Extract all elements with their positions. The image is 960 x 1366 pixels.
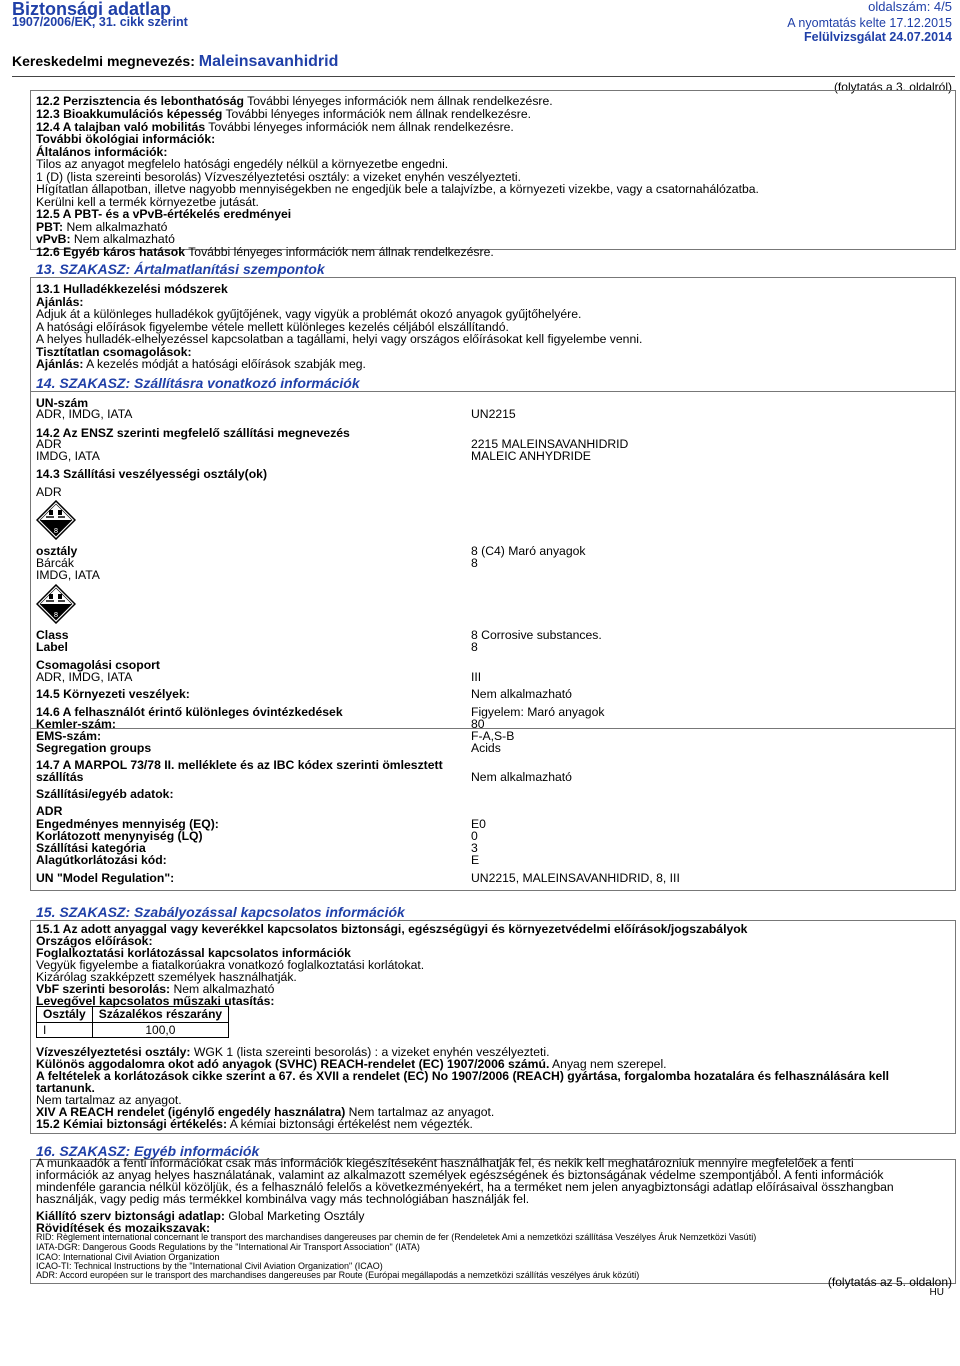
s14-ems-label: EMS-szám: [36, 729, 102, 743]
table-header: Osztály [37, 1007, 93, 1023]
s16-abbr-rid: RID: Règlement international concernant le transport des marchandises dangereuses par chemin de fer (Rendeletek Ami a nemzetközi szállítása Veszélyes Áruk Nemzetközi Vasúti) [36, 1232, 757, 1242]
s14-adr-2: ADR [36, 485, 62, 499]
s14-lq-label: Korlátozott menynyiség (LQ) [36, 829, 203, 843]
document-title: Biztonsági adatlap [12, 0, 172, 19]
pictogram-number: 8 [53, 527, 59, 535]
s14-other-label: Szállítási/egyéb adatok: [36, 787, 174, 801]
continued-to: (folytatás az 5. oldalon) [827, 1275, 952, 1289]
s14-pg-modes: ADR, IMDG, IATA [36, 670, 133, 684]
s13-uncleaned-packaging: Tisztítatlan csomagolások: [36, 345, 192, 359]
s15-national: Országos előírások: [36, 934, 153, 948]
s14-seg-val: Acids [471, 741, 501, 755]
s14-osztaly-val: 8 (C4) Maró anyagok [471, 544, 586, 558]
corrosive-pictogram-icon [36, 584, 76, 624]
s12-text-1: Tilos az anyagot megfelelo hatósági engedély nélkül a környezetbe engedni. [36, 157, 449, 171]
s14-marpol-label-1: 14.7 A MARPOL 73/78 II. melléklete és az IBC kódex szerinti ömlesztett [36, 758, 443, 772]
s14-adr-3: ADR [36, 804, 63, 818]
s14-cat-label: Szállítási kategória [36, 841, 146, 855]
s14-env-label: 14.5 Környezeti veszélyek: [36, 687, 190, 701]
s12-text-4: Kerülni kell a termék környezetbe jutását. [36, 195, 259, 209]
s14-adr: ADR [36, 437, 62, 451]
s14-tunnel-label: Alagútkorlátozási kód: [36, 853, 167, 867]
s16-abbr-label: Rövidítések és mozaikszavak: [36, 1221, 211, 1235]
s14-imdg-iata: IMDG, IATA [36, 449, 100, 463]
s16-abbr-iata: IATA-DGR: Dangerous Goods Regulations by the "International Air Transport Association" (IATA) [36, 1242, 420, 1252]
s14-cat-val: 3 [471, 841, 478, 855]
s13-recommendation-label: Ajánlás: [36, 295, 84, 309]
s15-restrictions-1: A feltételek a korlátozások cikke szerint a 67. és XVII a rendelet (EC) No 1907/2006 (REACH) gyártása, forgalomba hozatalára és felhasználására kell [36, 1069, 890, 1083]
section-15-title: 15. SZAKASZ: Szabályozással kapcsolatos információk [36, 904, 405, 920]
s12-text-3: Hígítatlan állapotban, illetve nagyobb mennyiségekben ne engedjük bele a talajvízbe, a környezeti vizekbe, vagy a csatornahálózatba. [36, 182, 759, 196]
s14-un-label: UN-szám [36, 396, 89, 410]
s12-further-eco-info: További ökológiai információk: [36, 132, 216, 146]
revision-date: Felülvizsgálat 24.07.2014 [803, 30, 952, 44]
s14-pg-val: III [471, 670, 482, 684]
s14-label-val: 8 [471, 640, 478, 654]
corrosive-pictogram-icon [36, 500, 76, 540]
s16-abbr-adr: ADR: Accord européen sur le transport des marchandises dangereuses par Route (Európai megállapodás a nemzetközi szállítás veszélyes áruk közúti) [36, 1270, 640, 1280]
s15-regulations: 15.1 Az adott anyaggal vagy keverékkel kapcsolatos biztonsági, egészségügyi és környezetvédelmi előírások/jogszabályok [36, 922, 748, 936]
s15-chemical-safety: 15.2 Kémiai biztonsági értékelés: A kémiai biztonsági értékelést nem végezték. [36, 1117, 473, 1131]
s14-barcak-val: 8 [471, 556, 478, 570]
s15-reach-xiv: XIV A REACH rendelet (igénylő engedély használatra) Nem tartalmaz az anyagot. [36, 1105, 495, 1119]
trade-name: Maleinsavanhidrid [198, 53, 339, 70]
table-cell: I [37, 1022, 93, 1038]
s15-text-1: Vegyük figyelembe a fiatalkorúakra vonatkozó foglalkoztatási korlátokat. [36, 958, 425, 972]
pictogram-number: 8 [53, 611, 59, 619]
s12-other-effects: 12.6 Egyéb káros hatások További lényeges információk nem állnak rendelkezésre. [36, 245, 494, 259]
s13-text-2: A hatósági előírások figyelembe vétele mellett különleges kezelés céljából elszállítandó. [36, 320, 509, 334]
section-16-title: 16. SZAKASZ: Egyéb információk [36, 1143, 260, 1159]
s14-tunnel-val: E [471, 853, 480, 867]
s14-ems-val: F-A,S-B [471, 729, 515, 743]
s16-para-1: A munkaadók a fenti információkat csak más információk kiegészítéseként használhatják fel, és nekik kell meghatározniuk mennyire megfelelőek a fenti [36, 1156, 854, 1170]
s14-label: Label [36, 640, 68, 654]
s14-adr-name: 2215 MALEINSAVANHIDRID [471, 437, 629, 451]
page-number: oldalszám: 4/5 [868, 0, 952, 14]
s14-kemler-label: Kemler-szám: [36, 717, 116, 731]
section-14-title: 14. SZAKASZ: Szállításra vonatkozó információk [36, 375, 360, 391]
table-row [37, 1022, 229, 1038]
s12-general-info: Általános információk: [36, 145, 168, 159]
s12-mobility: 12.4 A talajban való mobilitás További lényeges információk nem állnak rendelkezésre. [36, 120, 514, 134]
s13-methods: 13.1 Hulladékkezelési módszerek [36, 282, 228, 296]
s13-text-3: A helyes hulladék-elhelyezéssel kapcsolatban a tagállami, helyi vagy országos előírásokat kell figyelembe venni. [36, 332, 643, 346]
s14-seg-label: Segregation groups [36, 741, 152, 755]
s12-pbt: PBT: Nem alkalmazható [36, 220, 168, 234]
s12-persistence: 12.2 Perzisztencia és lebonthatóság További lényeges információk nem állnak rendelkezésre. [36, 94, 553, 108]
s14-model-val: UN2215, MALEINSAVANHIDRID, 8, III [471, 871, 680, 885]
table-cell: 100,0 [92, 1022, 228, 1038]
s14-eq-label: Engedményes mennyiség (EQ): [36, 817, 219, 831]
language-code: HU [929, 1287, 944, 1298]
s15-text-2: Kizárólag szakképzett személyek használhatják. [36, 970, 297, 984]
s14-kemler-val: 80 [471, 717, 485, 731]
continued-from: (folytatás a 3. oldalról) [833, 80, 952, 94]
s12-vpvb: vPvB: Nem alkalmazható [36, 232, 175, 246]
s14-precaution-val: Figyelem: Maró anyagok [471, 705, 605, 719]
s14-packing-group-label: Csomagolási csoport [36, 658, 160, 672]
table-header-row [37, 1007, 229, 1023]
s14-env-val: Nem alkalmazható [471, 687, 572, 701]
s12-text-2: 1 (D) (lista szereinti besorolás) Vízveszélyeztetési osztály: a vizeket enyhén veszélyezteti. [36, 170, 521, 184]
print-date: A nyomtatás kelte 17.12.2015 [787, 16, 952, 30]
s15-svhc: Különös aggodalomra okot adó anyagok (SVHC) REACH-rendelet (EC) 1907/2006 számú. Anyag nem szerepel. [36, 1057, 667, 1071]
s16-abbr-icao: ICAO: International Civil Aviation Organization [36, 1252, 220, 1262]
s12-pbt-heading: 12.5 A PBT- és a vPvB-értékelés eredményei [36, 207, 292, 221]
s14-un-modes: ADR, IMDG, IATA [36, 407, 133, 421]
s14-barcak: Bárcák [36, 556, 74, 570]
s14-lq-val: 0 [471, 829, 478, 843]
s14-imdg-name: MALEIC ANHYDRIDE [471, 449, 591, 463]
s15-restrictions-2: tartanunk. [36, 1081, 95, 1095]
section-13-title: 13. SZAKASZ: Ártalmatlanítási szempontok [36, 261, 325, 277]
s14-un-value: UN2215 [471, 407, 516, 421]
s16-para-4: használják, vagy pedig más termékkel kombinálva vagy más technológiában használják fel. [36, 1192, 530, 1206]
s14-class-label: 14.3 Szállítási veszélyességi osztály(ok) [36, 467, 268, 481]
s15-wgk: Vízveszélyeztetési osztály: WGK 1 (lista szereinti besorolás) : a vizeket enyhén veszélyezteti. [36, 1045, 550, 1059]
s14-osztaly: osztály [36, 544, 78, 558]
trade-name-label: Kereskedelmi megnevezés: [12, 53, 195, 69]
s15-not-contained: Nem tartalmaz az anyagot. [36, 1093, 182, 1107]
regulation-reference: 1907/2006/EK, 31. cikk szerint [12, 15, 188, 29]
s16-para-3: mindenféle garancia nélkül közöljük, és a felhasználó felelős a következményekért, ha a terméket nem jelen anyagbiztonsági adatlap előírásaival összhangban [36, 1180, 894, 1194]
s15-vbf: VbF szerinti besorolás: Nem alkalmazható [36, 982, 275, 996]
s15-employment: Foglalkoztatási korlátozással kapcsolatos információk [36, 946, 351, 960]
s15-air-instructions: Levegővel kapcsolatos műszaki utasítás: [36, 994, 275, 1008]
s14-imdg-iata-2: IMDG, IATA [36, 568, 100, 582]
s14-class: Class [36, 628, 69, 642]
s14-proper-name-label: 14.2 Az ENSZ szerinti megfelelő szállítási megnevezés [36, 426, 350, 440]
s16-para-2: információk az anyag helyes használatának, valamint az alkalmazott személyek egészségének és biztonságának védelme szempontjából. A fenti információk [36, 1168, 884, 1182]
s14-class-val: 8 Corrosive substances. [471, 628, 602, 642]
s14-marpol-val: Nem alkalmazható [471, 770, 572, 784]
s14-precaution-label: 14.6 A felhasználót érintő különleges óvintézkedések [36, 705, 343, 719]
s16-abbr-icao-ti: ICAO-TI: Technical Instructions by the "International Civil Aviation Organization" (ICAO) [36, 1261, 383, 1271]
air-class-table [36, 1006, 229, 1038]
s14-eq-val: E0 [471, 817, 486, 831]
s13-packaging-recommendation: Ajánlás: A kezelés módját a hatósági előírások szabják meg. [36, 357, 366, 371]
s14-model-label: UN "Model Regulation": [36, 871, 175, 885]
trade-name-row [12, 54, 338, 70]
s13-text-1: Adjuk át a különleges hulladékok gyűjtőjének, vagy vigyük a problémát okozó anyagok gyűjtőhelyére. [36, 307, 582, 321]
header-divider [12, 76, 955, 77]
s14-marpol-label-2: szállítás [36, 770, 84, 784]
table-header: Százalékos részarány [92, 1007, 228, 1023]
s16-issuer: Kiállító szerv biztonsági adatlap: Global Marketing Osztály [36, 1209, 365, 1223]
s12-bioaccumulation: 12.3 Bioakkumulációs képesség További lényeges információk nem állnak rendelkezésre. [36, 107, 531, 121]
